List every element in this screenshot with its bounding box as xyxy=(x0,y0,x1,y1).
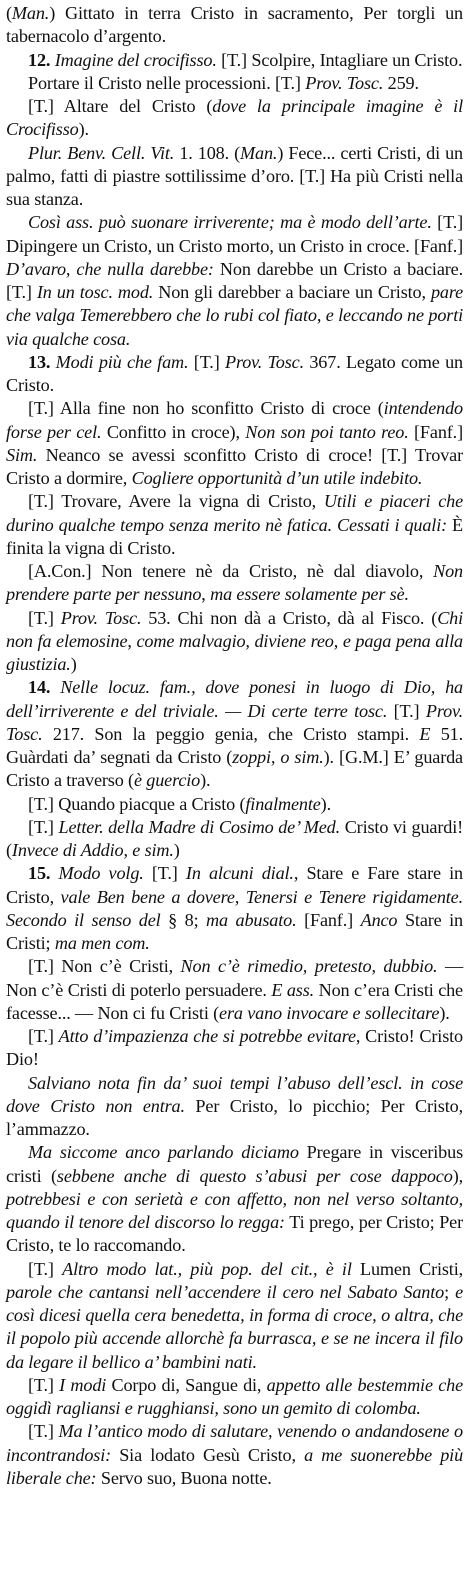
entry-paragraph xyxy=(6,2,463,49)
body-text: ) xyxy=(173,840,180,860)
entry-paragraph xyxy=(6,142,463,212)
body-text: [T.] Non c’è Cristi, xyxy=(28,956,181,977)
italic-text: Ma siccome anco parlando diciamo xyxy=(28,1142,299,1163)
italic-text: In un tosc. mod. xyxy=(36,282,154,302)
entry-paragraph xyxy=(6,816,463,863)
entry-paragraph xyxy=(6,397,463,490)
body-text: Non c’era Cristi che facesse... — Non ci fu Cristi ( xyxy=(6,979,463,1023)
italic-text: D’avaro, che nulla darebbe: xyxy=(6,258,214,279)
body-text: [T.] xyxy=(387,700,426,721)
entry-paragraph xyxy=(6,862,463,955)
body-text: Neanco se avessi sconfitto Cristo di croce! [T.] Trovar Cristo a dormire, xyxy=(6,444,463,488)
italic-text: è guercio xyxy=(133,770,201,791)
sense-number: 13. xyxy=(28,351,56,372)
body-text: Lumen Cristi, xyxy=(351,1258,464,1279)
entry-paragraph xyxy=(6,1420,463,1490)
italic-text: era vano invocare e sollecitare xyxy=(219,1002,440,1023)
body-text: Corpo di, Sangue di, xyxy=(106,1374,267,1395)
italic-text: finalmente xyxy=(245,793,321,814)
body-text: Cristo vi guardi! ( xyxy=(6,816,464,860)
body-text: Stare in Cristi; xyxy=(6,909,464,953)
italic-text: Prov. Tosc. xyxy=(60,607,142,628)
italic-text: E ass. xyxy=(271,979,315,1000)
italic-text: e così dicesi quella cera benedetta, in forma di croce, o altra, che il popolo più accende allorchè fa burrasca, e se ne incera il filo da legare il bellico a’ bambini nati. xyxy=(6,1281,463,1372)
body-text: , Stare e Fare stare in Cristo, xyxy=(6,863,463,907)
italic-text: intendendo forse per cel. xyxy=(6,398,463,442)
body-text: ) Gittato in terra Cristo in sacramento, Per torgli un tabernacolo d’argento. xyxy=(6,3,463,47)
entry-paragraph xyxy=(6,1072,463,1142)
sense-number: 12. xyxy=(28,49,55,70)
italic-text: ma men com. xyxy=(54,933,150,953)
body-text: Ti prego, per Cristo; Per Cristo, te lo raccomando. xyxy=(6,1212,463,1256)
body-text: Per Cristo, lo picchio; Per Cristo, l’ammazzo. xyxy=(6,1095,463,1139)
italic-text: Invece di Addio, e sim. xyxy=(11,840,174,860)
body-text: ) xyxy=(70,654,77,674)
body-text: Non gli darebber a baciare un Cristo, xyxy=(153,282,431,302)
italic-text: Utili e piaceri che durino qualche tempo senza merito nè fatica. Cessati i quali: xyxy=(6,491,463,535)
body-text: Pregare in visceribus cristi ( xyxy=(6,1142,463,1186)
italic-text: Cogliere opportunità d’un utile indebito. xyxy=(131,468,423,488)
body-text: Non darebbe un Cristo a baciare. [T.] xyxy=(6,258,463,302)
italic-text: Atto d’impazienza che si potrebbe evitare xyxy=(58,1026,356,1046)
body-text: § 8; xyxy=(160,909,207,930)
entry-paragraph xyxy=(6,351,463,398)
italic-text: Sim. xyxy=(6,444,38,465)
italic-text: potrebbesi e con serietà e con affetto, non nel verso soltanto, quando il tenore del discorso lo regga: xyxy=(6,1188,463,1232)
italic-text: I modi xyxy=(59,1374,107,1395)
entry-paragraph xyxy=(6,490,463,560)
italic-text: Plur. Benv. Cell. Vit. xyxy=(28,142,175,163)
entry-paragraph xyxy=(6,95,463,142)
body-text: ). xyxy=(320,793,331,814)
entry-paragraph xyxy=(6,1374,463,1421)
italic-text: Prov. Tosc. xyxy=(224,351,304,372)
italic-text: Ma l’antico modo di salutare, venendo o andandosene o incontrandosi: xyxy=(6,1421,464,1465)
body-text: ( xyxy=(6,3,12,23)
entry-paragraph xyxy=(6,955,463,1025)
italic-text: Modi più che fam. xyxy=(55,351,189,372)
entry-paragraph xyxy=(6,676,463,792)
body-text: , Cristo! Cristo Dio! xyxy=(6,1026,463,1070)
italic-text: In alcuni dial. xyxy=(185,863,294,884)
body-text: [T.] xyxy=(28,816,59,837)
entry-paragraph xyxy=(6,1025,463,1072)
italic-text: sebbene anche di questo s’abusi per cose dappoco xyxy=(56,1165,453,1186)
sense-number: 15. xyxy=(28,863,59,884)
body-text: 367. Legato come un Cristo. xyxy=(6,351,463,395)
entry-paragraph xyxy=(6,211,463,351)
body-text: 1. 108. ( xyxy=(174,142,241,163)
entry-paragraph xyxy=(6,607,463,677)
body-text: ; xyxy=(444,1281,456,1302)
body-text: — Non c’è Cristi di poterlo persuadere. xyxy=(6,956,463,1000)
body-text: , xyxy=(316,305,326,326)
body-text: 217. Son la peggio genia, che Cristo stampi. xyxy=(42,723,420,744)
italic-text: e paga pena alla giustizia. xyxy=(6,630,463,674)
italic-text: a me suonerebbe più liberale che: xyxy=(6,1444,464,1488)
italic-text: Nelle locuz. fam., dove ponesi in luogo di Dio, ha dell’irriverente e del triviale. — Di certe terre tosc. xyxy=(6,677,463,721)
body-text: [T.] xyxy=(28,1258,63,1279)
italic-text: Letter. della Madre di Cosimo de’ Med. xyxy=(58,816,340,837)
italic-text: zoppi, o sim. xyxy=(232,747,324,767)
italic-text: Non son poi tanto reo. xyxy=(245,421,409,442)
entry-paragraph xyxy=(6,1141,463,1257)
body-text: [T.] Altare del Cristo ( xyxy=(28,96,213,116)
italic-text: E xyxy=(419,723,431,744)
italic-text: Così ass. può suonare irriverente; ma è modo dell’arte. xyxy=(28,212,432,233)
body-text: , xyxy=(333,630,343,651)
italic-text: Salviano nota fin da’ suoi tempi l’abuso dell’escl. in cose dove Cristo non entra. xyxy=(6,1072,463,1116)
italic-text: Imagine del crocifisso. xyxy=(54,49,217,70)
body-text: [T.] xyxy=(28,1421,59,1442)
italic-text: appetto alle bestemmie che oggidì ragliansi e rugghiansi, sono un gemito di colomba. xyxy=(6,1374,463,1418)
italic-text: Non prendere parte per nessuno xyxy=(6,561,463,605)
italic-text: ma essere solamente per sè. xyxy=(210,584,409,605)
body-text: [T.] xyxy=(28,607,61,628)
entry-paragraph xyxy=(6,49,463,72)
body-text: [T.] Scolpire, Intagliare un Cristo. xyxy=(216,49,463,70)
italic-text: Non c’è rimedio, pretesto, dubbio. xyxy=(180,956,438,977)
body-text: 259. xyxy=(383,72,419,93)
body-text: ) Fece... certi Cristi, di un palmo, fatti di piastre sottilissime d’oro. [T.] Ha più Cristi nella sua stanza. xyxy=(6,142,463,209)
body-text: ). xyxy=(439,1002,450,1023)
body-text: Confitto in croce), xyxy=(101,421,246,442)
body-text: [T.] Quando piacque a Cristo ( xyxy=(28,793,246,814)
italic-text: Altro modo lat., più pop. del cit., è il xyxy=(62,1258,352,1279)
body-text: [T.] xyxy=(188,351,225,372)
italic-text: pare che valga Temerebbero che lo rubi col fiato xyxy=(6,282,463,326)
body-text: 51. Guàrdati da’ segnati da Cristo ( xyxy=(6,723,463,767)
entry-paragraph xyxy=(6,560,463,607)
body-text: [A.Con.] Non tenere nè da Cristo, nè dal diavolo, xyxy=(28,561,434,581)
body-text: È finita la vigna di Cristo. xyxy=(6,514,463,558)
entry-paragraph xyxy=(6,72,463,95)
italic-text: Modo volg. xyxy=(58,863,144,884)
body-text: ), xyxy=(452,1165,463,1186)
body-text: ). [G.M.] E’ guarda Cristo a traverso ( xyxy=(6,747,463,791)
italic-text: come malvagio, diviene reo xyxy=(136,630,334,651)
body-text: 53. Chi non dà a Cristo, dà al Fisco. ( xyxy=(141,607,438,628)
italic-text: dove la principale imagine è il Crocifisso xyxy=(6,96,463,140)
body-text: ). xyxy=(78,119,89,140)
italic-text: Prov. Tosc. xyxy=(6,700,463,744)
body-text: [Fanf.] xyxy=(296,909,361,930)
entry-paragraph xyxy=(6,1258,463,1374)
italic-text: e leccando ne porti via qualche cosa. xyxy=(6,305,464,349)
italic-text: Anco xyxy=(360,909,398,930)
body-text: ). xyxy=(200,770,211,791)
italic-text: Chi non fa elemosine xyxy=(6,607,464,651)
italic-text: Man. xyxy=(11,3,50,23)
body-text: [T.] xyxy=(28,1026,59,1046)
italic-text: parole che cantansi nell’accendere il cero nel Sabato Santo xyxy=(6,1281,445,1302)
body-text: , xyxy=(127,630,137,651)
body-text: [T.] Alla fine non ho sconfitto Cristo di croce ( xyxy=(28,398,384,419)
italic-text: ma abusato. xyxy=(206,909,297,930)
body-text: Servo suo, Buona notte. xyxy=(96,1467,272,1488)
body-text: [Fanf.] xyxy=(408,421,463,442)
italic-text: Man. xyxy=(240,142,278,163)
sense-number: 14. xyxy=(28,677,61,698)
body-text: [T.] xyxy=(143,863,186,884)
entry-paragraph xyxy=(6,793,463,816)
body-text: [T.] xyxy=(28,1374,60,1395)
italic-text: vale Ben bene a dovere, Tenersi e Tenere rigidamente. Secondo il senso del xyxy=(6,886,464,930)
body-text: [T.] Trovare, Avere la vigna di Cristo, xyxy=(28,491,324,512)
italic-text: Prov. Tosc. xyxy=(305,72,384,93)
body-text: , xyxy=(201,584,211,605)
body-text: Portare il Cristo nelle processioni. [T.] xyxy=(28,72,306,93)
body-text: [T.] Dipingere un Cristo, un Cristo morto, un Cristo in croce. [Fanf.] xyxy=(6,212,463,256)
body-text: Sia lodato Gesù Cristo, xyxy=(111,1444,305,1465)
